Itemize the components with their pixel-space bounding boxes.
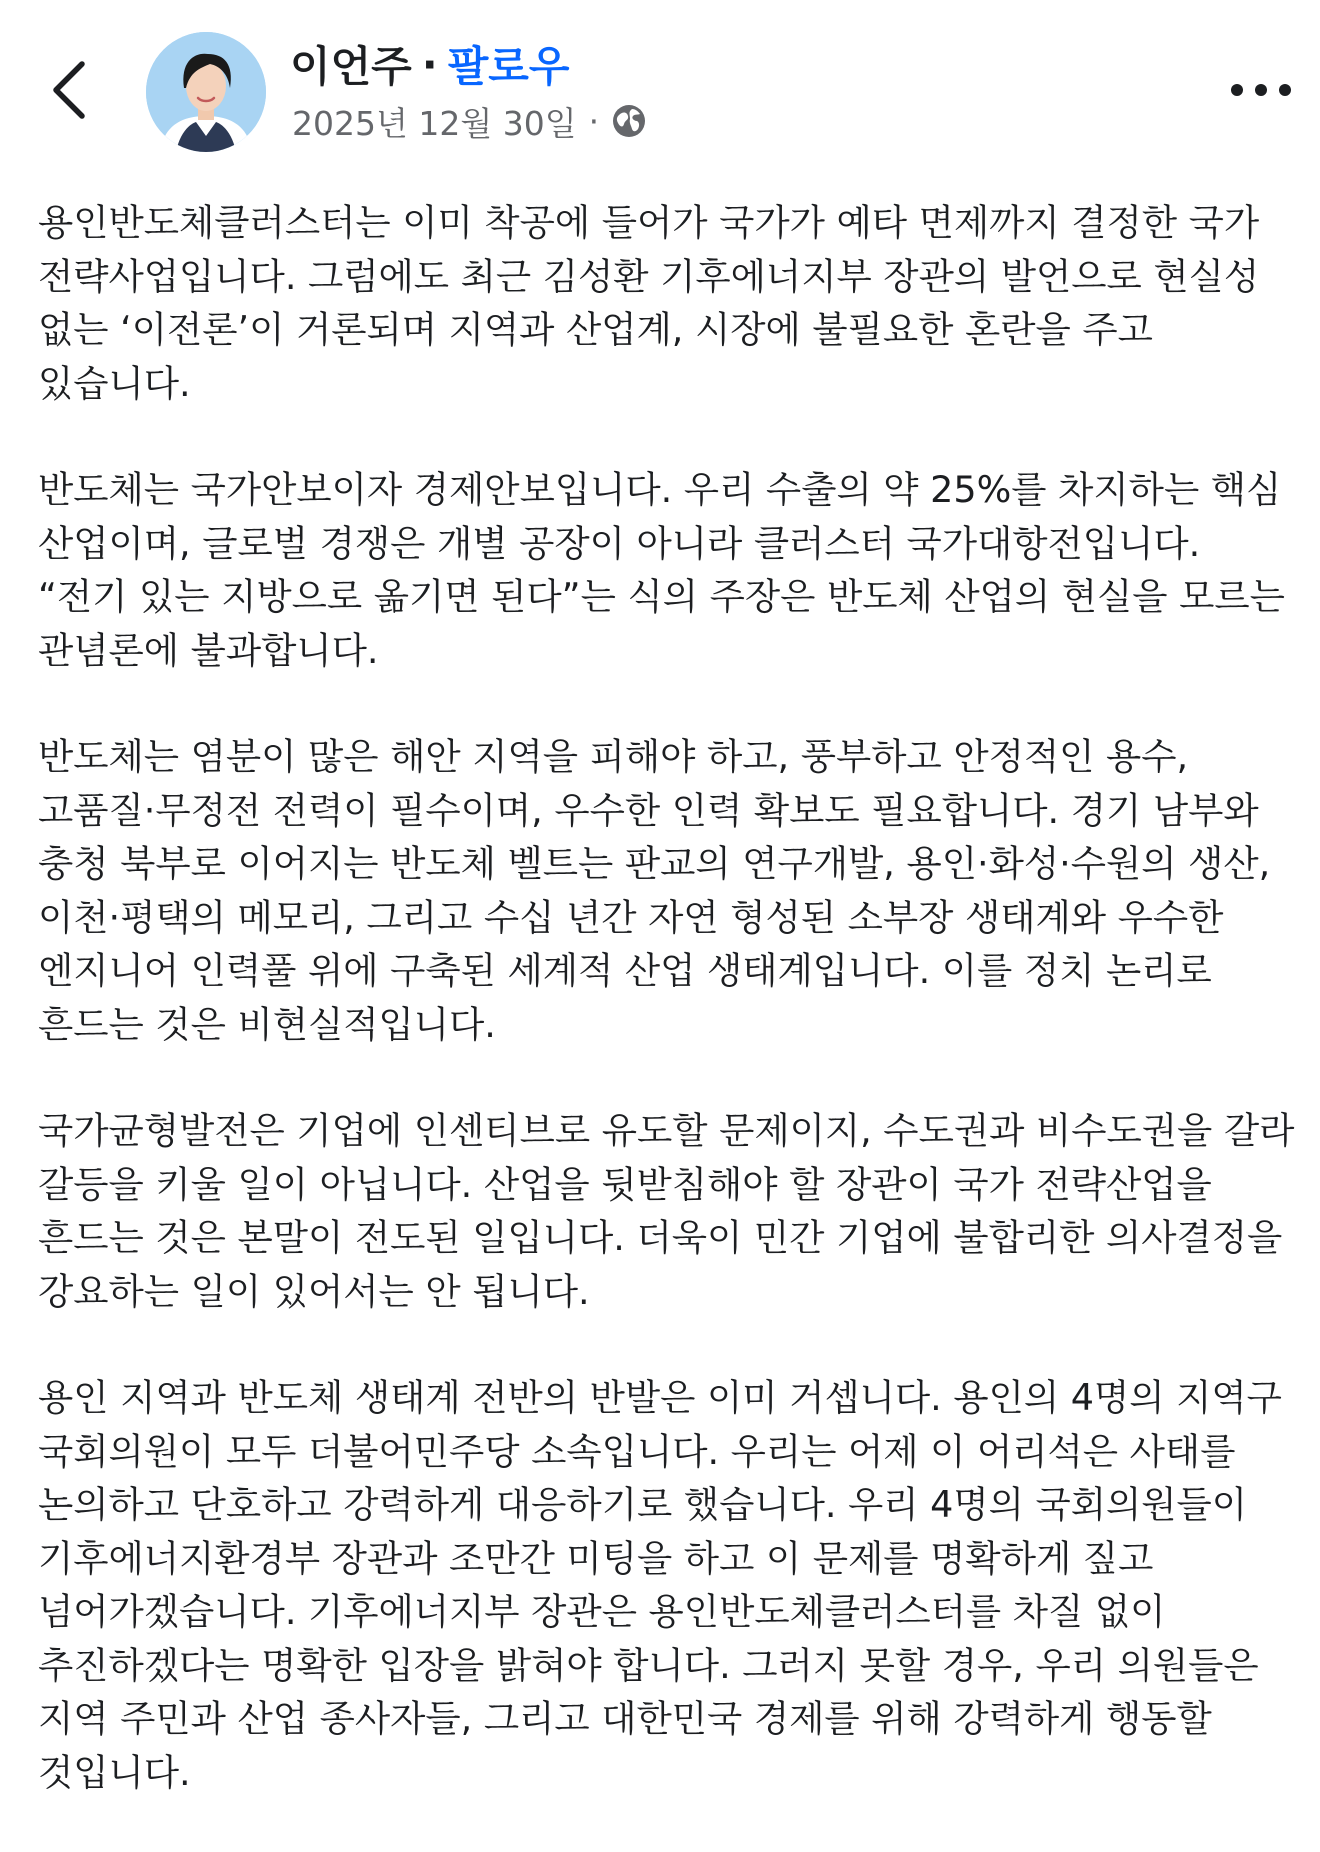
more-horizontal-icon <box>1226 68 1296 112</box>
post-body <box>38 196 1300 1852</box>
post-meta <box>292 96 647 146</box>
avatar-photo <box>146 32 266 152</box>
post-paragraph: 반도체는 염분이 많은 해안 지역을 피해야 하고, 풍부하고 안정적인 용수, 고품질·무정전 전력이 필수이며, 우수한 인력 확보도 필요합니다. 경기 남부와 충청 북부로 이어지는 반도체 벨트는 판교의 연구개발, 용인·화성·수원의 생산, 이천·평택의 메모리, 그리고 수십 년간 자연 형성된 소부장 생태계와 우수한 엔지니어 인력풀 위에 구축된 세계적 산업 생태계입니다. 이를 정치 논리로 흔드는 것은 비현실적입니다. <box>38 735 1271 1046</box>
follow-button[interactable]: 팔로우 <box>447 42 570 91</box>
chevron-left-icon <box>40 50 100 130</box>
author-name[interactable]: 이언주 <box>290 42 412 91</box>
post-date[interactable]: 2025년 12월 30일 <box>292 103 577 143</box>
post-paragraph: 국가균형발전은 기업에 인센티브로 유도할 문제이지, 수도권과 비수도권을 갈라 갈등을 키울 일이 아닙니다. 산업을 뒷받침해야 할 장관이 국가 전략산업을 흔드는 것은 본말이 전도된 일입니다. 더욱이 민간 기업에 불합리한 의사결정을 강요하는 일이 있어서는 안 됩니다. <box>38 1109 1295 1313</box>
post-paragraph: 용인 지역과 반도체 생태계 전반의 반발은 이미 거셉니다. 용인의 4명의 지역구 국회의원이 모두 더불어민주당 소속입니다. 우리는 어제 이 어리석은 사태를 논의하고 단호하고 강력하게 대응하기로 했습니다. 우리 4명의 국회의원들이 기후에너지환경부 장관과 조만간 미팅을 하고 이 문제를 명확하게 짚고 넘어가겠습니다. 기후에너지부 장관은 용인반도체클러스터를 차질 없이 추진하겠다는 명확한 입장을 밝혀야 합니다. 그러지 못할 경우, 우리 의원들은 지역 주민과 산업 종사자들, 그리고 대한민국 경제를 위해 강력하게 행동할 것입니다. <box>38 1376 1282 1794</box>
more-options-button[interactable] <box>1226 68 1296 112</box>
post-header <box>0 0 1320 170</box>
meta-separator: · <box>588 101 600 141</box>
back-button[interactable] <box>40 50 100 130</box>
globe-icon <box>611 103 647 139</box>
post-paragraph: 용인반도체클러스터는 이미 착공에 들어가 국가가 예타 면제까지 결정한 국가 전략사업입니다. 그럼에도 최근 김성환 기후에너지부 장관의 발언으로 현실성 없는 ‘이전론’이 거론되며 지역과 산업계, 시장에 불필요한 혼란을 주고 있습니다. <box>38 201 1260 405</box>
post-paragraph: 반도체는 국가안보이자 경제안보입니다. 우리 수출의 약 25%를 차지하는 핵심 산업이며, 글로벌 경쟁은 개별 공장이 아니라 클러스터 국가대항전입니다. “전기 있는 지방으로 옮기면 된다”는 식의 주장은 반도체 산업의 현실을 모르는 관념론에 불과합니다. <box>38 468 1285 672</box>
name-separator: · <box>421 39 438 89</box>
author-avatar[interactable] <box>146 32 266 152</box>
author-row <box>290 36 569 92</box>
